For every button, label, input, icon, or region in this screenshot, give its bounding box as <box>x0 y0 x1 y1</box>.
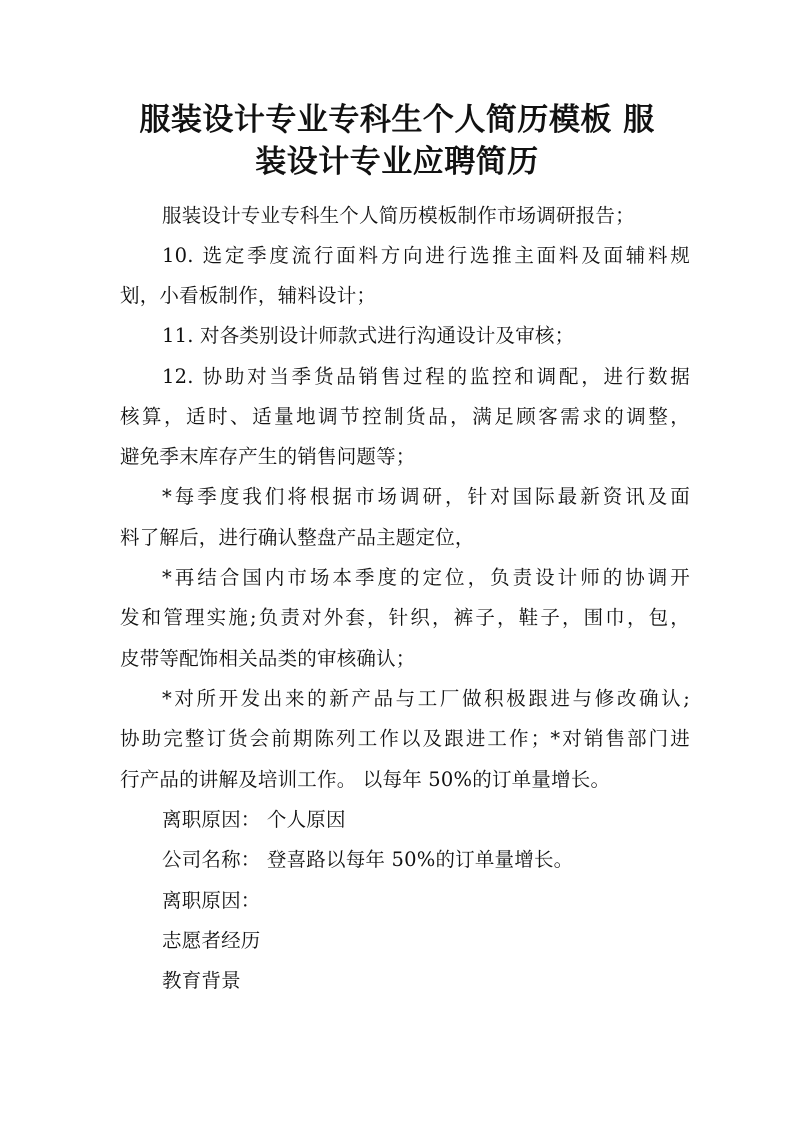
paragraph-bullet-1-line-2: 料了解后，进行确认整盘产品主题定位， <box>120 526 475 549</box>
paragraph-bullet-2-line-1: *再结合国内市场本季度的定位，负责设计师的协调开 <box>162 566 690 589</box>
document-title-line-1: 服装设计专业专科生个人简历模板 服 <box>139 102 655 138</box>
section-volunteer-experience: 志愿者经历 <box>162 929 261 952</box>
section-education-background: 教育背景 <box>162 969 241 992</box>
paragraph-bullet-3-line-3: 行产品的讲解及培训工作。 以每年 50%的订单量增长。 <box>120 768 611 791</box>
paragraph-item-12-line-3: 避免季末库存产生的销售问题等； <box>120 445 416 468</box>
paragraph-bullet-3-line-1: *对所开发出来的新产品与工厂做积极跟进与修改确认; <box>162 687 690 710</box>
paragraph-bullet-3-line-2: 协助完整订货会前期陈列工作以及跟进工作；*对销售部门进 <box>120 727 690 750</box>
paragraph-bullet-2-line-3: 皮带等配饰相关品类的审核确认； <box>120 647 416 670</box>
paragraph-bullet-1-line-1: *每季度我们将根据市场调研，针对国际最新资讯及面 <box>162 485 690 508</box>
company-name: 公司名称： 登喜路以每年 50%的订单量增长。 <box>162 848 574 871</box>
paragraph-item-10-line-2: 划，小看板制作，辅料设计； <box>120 284 377 307</box>
leave-reason-2: 离职原因： <box>162 889 261 912</box>
paragraph-item-12-line-1: 12. 协助对当季货品销售过程的监控和调配，进行数据 <box>162 365 690 388</box>
paragraph-bullet-2-line-2: 发和管理实施;负责对外套，针织，裤子，鞋子，围巾，包， <box>120 606 690 629</box>
paragraph-item-11: 11. 对各类别设计师款式进行沟通设计及审核； <box>162 324 575 347</box>
leave-reason-1: 离职原因： 个人原因 <box>162 808 346 831</box>
paragraph-intro: 服装设计专业专科生个人简历模板制作市场调研报告； <box>162 204 635 227</box>
paragraph-item-10-line-1: 10. 选定季度流行面料方向进行选推主面料及面辅料规 <box>162 244 690 267</box>
document-title-line-2: 装设计专业应聘简历 <box>255 144 539 180</box>
paragraph-item-12-line-2: 核算，适时、适量地调节控制货品，满足顾客需求的调整， <box>120 405 690 428</box>
